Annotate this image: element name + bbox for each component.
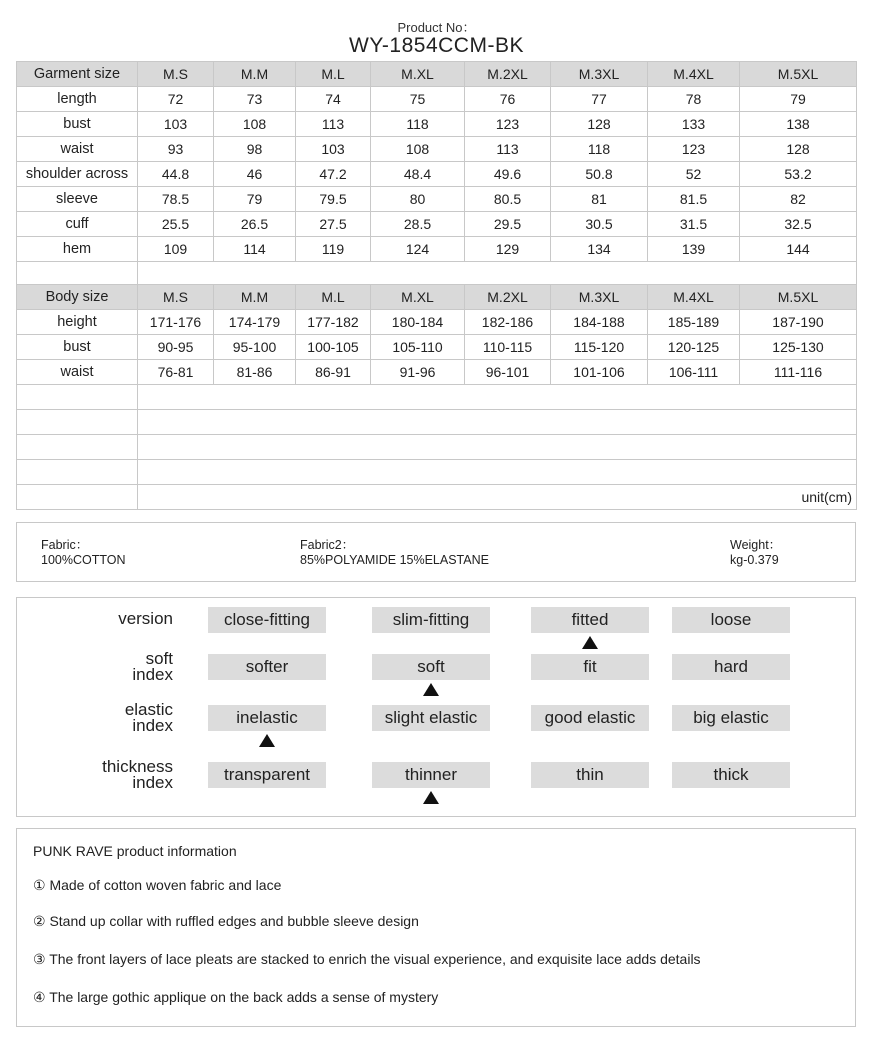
info-item-2: ② Stand up collar with ruffled edges and bubble sleeve design — [33, 913, 419, 929]
table-cell: 113 — [465, 137, 551, 162]
table-row — [17, 137, 857, 162]
table-cell: 108 — [214, 112, 296, 137]
empty-cell — [138, 410, 857, 435]
empty-cell — [138, 435, 857, 460]
scale-option: fit — [531, 654, 649, 680]
garment-header-label: Garment size — [17, 62, 138, 87]
table-cell: 32.5 — [740, 212, 857, 237]
fabric-panel — [16, 522, 856, 582]
body-row-label: waist — [17, 360, 138, 385]
selected-marker-icon — [582, 636, 598, 649]
garment-row-label: sleeve — [17, 187, 138, 212]
garment-size-1: M.M — [214, 62, 296, 87]
scale-option: loose — [672, 607, 790, 633]
table-cell: 79 — [740, 87, 857, 112]
scale-label-0 — [118, 611, 173, 627]
table-cell: 90-95 — [138, 335, 214, 360]
empty-cell — [138, 460, 857, 485]
scale-option: good elastic — [531, 705, 649, 731]
body-size-5: M.3XL — [551, 285, 648, 310]
table-cell: 46 — [214, 162, 296, 187]
scale-label-line: index — [132, 665, 173, 684]
unit-row — [17, 485, 857, 510]
table-cell: 48.4 — [371, 162, 465, 187]
body-size-0: M.S — [138, 285, 214, 310]
scale-option: fitted — [531, 607, 649, 633]
table-cell: 28.5 — [371, 212, 465, 237]
garment-size-0: M.S — [138, 62, 214, 87]
table-row — [17, 310, 857, 335]
scale-option: close-fitting — [208, 607, 326, 633]
selected-marker-icon — [259, 734, 275, 747]
table-cell: 86-91 — [296, 360, 371, 385]
table-cell: 81 — [551, 187, 648, 212]
table-row — [17, 112, 857, 137]
table-cell: 81.5 — [648, 187, 740, 212]
scale-label-line: version — [118, 609, 173, 628]
table-cell: 76 — [465, 87, 551, 112]
garment-header-row — [17, 62, 857, 87]
empty-row — [17, 410, 857, 435]
product-info-panel — [16, 828, 856, 1027]
table-cell: 79.5 — [296, 187, 371, 212]
table-cell: 93 — [138, 137, 214, 162]
table-cell: 182-186 — [465, 310, 551, 335]
empty-cell — [17, 485, 138, 510]
table-row — [17, 187, 857, 212]
empty-cell — [17, 262, 138, 287]
selected-marker-icon — [423, 683, 439, 696]
empty-row — [17, 262, 857, 287]
garment-row-label: hem — [17, 237, 138, 262]
scale-label-1 — [132, 651, 173, 683]
empty-cell — [138, 262, 857, 287]
scale-option: big elastic — [672, 705, 790, 731]
scale-option: softer — [208, 654, 326, 680]
table-cell: 91-96 — [371, 360, 465, 385]
table-cell: 53.2 — [740, 162, 857, 187]
table-cell: 76-81 — [138, 360, 214, 385]
table-cell: 177-182 — [296, 310, 371, 335]
table-cell: 78.5 — [138, 187, 214, 212]
scale-option: transparent — [208, 762, 326, 788]
scale-option: slight elastic — [372, 705, 490, 731]
table-cell: 52 — [648, 162, 740, 187]
table-row — [17, 237, 857, 262]
table-cell: 79 — [214, 187, 296, 212]
table-cell: 73 — [214, 87, 296, 112]
garment-size-table — [16, 61, 857, 287]
table-cell: 114 — [214, 237, 296, 262]
table-cell: 119 — [296, 237, 371, 262]
scale-label-line: index — [132, 773, 173, 792]
table-cell: 44.8 — [138, 162, 214, 187]
table-cell: 118 — [551, 137, 648, 162]
table-row — [17, 87, 857, 112]
table-cell: 113 — [296, 112, 371, 137]
scale-option: soft — [372, 654, 490, 680]
table-cell: 105-110 — [371, 335, 465, 360]
body-size-2: M.L — [296, 285, 371, 310]
table-cell: 103 — [138, 112, 214, 137]
info-item-1: ① Made of cotton woven fabric and lace — [33, 877, 282, 893]
weight-label: Weight： — [730, 538, 782, 552]
garment-row-label: waist — [17, 137, 138, 162]
table-cell: 101-106 — [551, 360, 648, 385]
table-cell: 187-190 — [740, 310, 857, 335]
table-cell: 72 — [138, 87, 214, 112]
table-cell: 30.5 — [551, 212, 648, 237]
garment-size-7: M.5XL — [740, 62, 857, 87]
table-cell: 144 — [740, 237, 857, 262]
info-title: PUNK RAVE product information — [33, 843, 237, 859]
empty-cell — [17, 410, 138, 435]
table-cell: 118 — [371, 112, 465, 137]
table-cell: 50.8 — [551, 162, 648, 187]
table-cell: 129 — [465, 237, 551, 262]
fabric1-value: 100%COTTON — [41, 553, 126, 567]
table-cell: 128 — [740, 137, 857, 162]
empty-row — [17, 385, 857, 410]
table-cell: 115-120 — [551, 335, 648, 360]
empty-cell — [17, 435, 138, 460]
scale-label-line: index — [132, 716, 173, 735]
table-cell: 82 — [740, 187, 857, 212]
table-cell: 31.5 — [648, 212, 740, 237]
table-cell: 180-184 — [371, 310, 465, 335]
selected-marker-icon — [423, 791, 439, 804]
table-cell: 49.6 — [465, 162, 551, 187]
table-cell: 78 — [648, 87, 740, 112]
info-item-4: ④ The large gothic applique on the back adds a sense of mystery — [33, 989, 439, 1005]
body-row-label: height — [17, 310, 138, 335]
table-cell: 77 — [551, 87, 648, 112]
table-cell: 109 — [138, 237, 214, 262]
scale-option: slim-fitting — [372, 607, 490, 633]
fit-scale-panel — [16, 597, 856, 817]
table-cell: 80.5 — [465, 187, 551, 212]
fabric2-label: Fabric2： — [300, 538, 355, 552]
scale-option: thin — [531, 762, 649, 788]
body-header-row — [17, 285, 857, 310]
body-size-3: M.XL — [371, 285, 465, 310]
empty-row — [17, 435, 857, 460]
garment-size-3: M.XL — [371, 62, 465, 87]
garment-row-label: shoulder across — [17, 162, 138, 187]
scale-option: hard — [672, 654, 790, 680]
info-item-3: ③ The front layers of lace pleats are stacked to enrich the visual experience, and exquisite lace adds details — [33, 951, 701, 967]
body-size-6: M.4XL — [648, 285, 740, 310]
scale-option: thick — [672, 762, 790, 788]
body-size-4: M.2XL — [465, 285, 551, 310]
scale-label-3 — [102, 759, 173, 791]
table-cell: 133 — [648, 112, 740, 137]
table-cell: 185-189 — [648, 310, 740, 335]
table-cell: 120-125 — [648, 335, 740, 360]
scale-label-2 — [125, 702, 173, 734]
empty-row — [17, 460, 857, 485]
table-cell: 26.5 — [214, 212, 296, 237]
body-size-1: M.M — [214, 285, 296, 310]
table-cell: 124 — [371, 237, 465, 262]
table-cell: 123 — [465, 112, 551, 137]
empty-cell — [17, 385, 138, 410]
table-cell: 75 — [371, 87, 465, 112]
table-cell: 123 — [648, 137, 740, 162]
garment-row-label: cuff — [17, 212, 138, 237]
table-row — [17, 162, 857, 187]
table-cell: 25.5 — [138, 212, 214, 237]
table-cell: 74 — [296, 87, 371, 112]
table-cell: 29.5 — [465, 212, 551, 237]
fabric2-value: 85%POLYAMIDE 15%ELASTANE — [300, 553, 489, 567]
body-size-table — [16, 284, 857, 510]
table-row — [17, 212, 857, 237]
product-number-label: Product No： — [397, 20, 476, 35]
table-cell: 184-188 — [551, 310, 648, 335]
table-cell: 125-130 — [740, 335, 857, 360]
table-cell: 134 — [551, 237, 648, 262]
table-cell: 110-115 — [465, 335, 551, 360]
body-size-7: M.5XL — [740, 285, 857, 310]
table-row — [17, 335, 857, 360]
garment-row-label: length — [17, 87, 138, 112]
product-number: WY-1854CCM-BK — [349, 34, 524, 57]
table-cell: 27.5 — [296, 212, 371, 237]
table-cell: 96-101 — [465, 360, 551, 385]
garment-row-label: bust — [17, 112, 138, 137]
table-cell: 111-116 — [740, 360, 857, 385]
fabric1-label: Fabric： — [41, 538, 89, 552]
table-cell: 81-86 — [214, 360, 296, 385]
table-cell: 139 — [648, 237, 740, 262]
garment-size-4: M.2XL — [465, 62, 551, 87]
weight — [730, 538, 781, 568]
garment-size-2: M.L — [296, 62, 371, 87]
table-cell: 128 — [551, 112, 648, 137]
scale-option: inelastic — [208, 705, 326, 731]
empty-cell — [17, 460, 138, 485]
scale-label-line: elastic — [124, 700, 173, 719]
table-cell: 174-179 — [214, 310, 296, 335]
scale-label-line: thickness — [102, 757, 173, 776]
table-cell: 108 — [371, 137, 465, 162]
empty-cell — [138, 385, 857, 410]
weight-value: kg-0.379 — [730, 553, 779, 567]
body-row-label: bust — [17, 335, 138, 360]
unit-label: unit(cm) — [138, 485, 857, 510]
body-header-label: Body size — [17, 285, 138, 310]
fabric1 — [41, 538, 126, 568]
table-cell: 138 — [740, 112, 857, 137]
table-cell: 171-176 — [138, 310, 214, 335]
table-cell: 100-105 — [296, 335, 371, 360]
table-cell: 80 — [371, 187, 465, 212]
garment-size-5: M.3XL — [551, 62, 648, 87]
table-cell: 98 — [214, 137, 296, 162]
fabric2 — [300, 538, 489, 568]
table-row — [17, 360, 857, 385]
table-cell: 103 — [296, 137, 371, 162]
scale-label-line: soft — [145, 649, 173, 668]
table-cell: 106-111 — [648, 360, 740, 385]
scale-option: thinner — [372, 762, 490, 788]
table-cell: 95-100 — [214, 335, 296, 360]
garment-size-6: M.4XL — [648, 62, 740, 87]
table-cell: 47.2 — [296, 162, 371, 187]
